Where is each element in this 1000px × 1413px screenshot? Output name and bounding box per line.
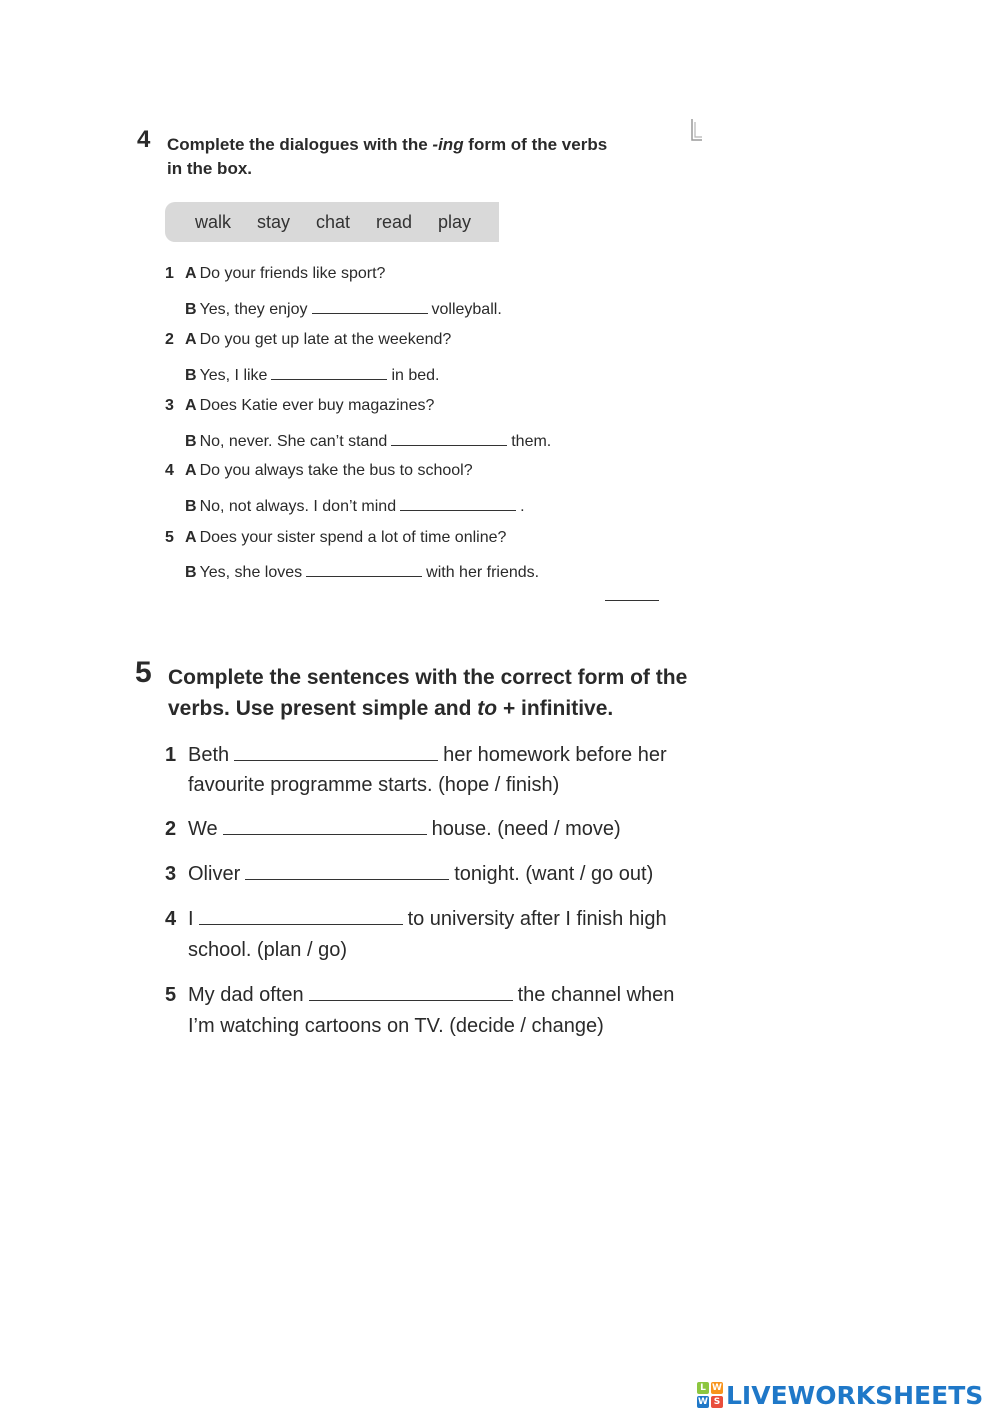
speaker-b: B <box>185 367 197 384</box>
exercise-5-instruction-part2: + infinitive. <box>497 697 614 720</box>
speaker-a: A <box>185 331 197 348</box>
speaker-b: B <box>185 564 197 581</box>
sentence-after-text: house. (need / move) <box>431 818 621 840</box>
dialogue-5-answer <box>165 560 539 583</box>
answer-blank-input[interactable] <box>312 297 428 314</box>
sentence-after-text: to university after I finish high <box>407 908 667 930</box>
sentence-blank-input[interactable] <box>309 980 513 1001</box>
dialogue-1-answer <box>165 297 502 320</box>
liveworksheets-logo[interactable] <box>697 1378 983 1412</box>
sentence-4-line2 <box>165 935 347 965</box>
answer-blank-input[interactable] <box>400 494 516 511</box>
sentence-continuation-text: I’m watching cartoons on TV. (decide / change) <box>188 1015 604 1037</box>
dialogue-number: 3 <box>165 397 174 414</box>
answer-after-text: them. <box>511 433 552 450</box>
sentence-before-text: Beth <box>188 744 230 766</box>
sentence-before-text: I <box>188 908 194 930</box>
sentence-after-text: the channel when <box>517 984 675 1006</box>
word-box <box>165 202 499 242</box>
answer-before-text: Yes, she loves <box>199 564 303 581</box>
answer-before-text: Yes, they enjoy <box>199 301 308 318</box>
sentence-continuation-text: school. (plan / go) <box>188 939 347 961</box>
answer-before-text: Yes, I like <box>199 367 268 384</box>
sentence-2 <box>165 814 621 844</box>
dialogue-4-question <box>165 461 473 481</box>
sentence-before-text: Oliver <box>188 863 241 885</box>
answer-blank-input[interactable] <box>271 363 387 380</box>
exercise-5-instruction-italic: to <box>477 697 498 720</box>
answer-blank-input[interactable] <box>391 429 507 446</box>
sentence-number: 4 <box>165 908 177 930</box>
liveworksheets-logo-icon <box>697 1382 723 1408</box>
question-text: Do you get up late at the weekend? <box>199 331 452 348</box>
answer-after-text: in bed. <box>391 367 440 384</box>
sentence-after-text: tonight. (want / go out) <box>454 863 654 885</box>
sentence-5-line2 <box>165 1011 604 1041</box>
sentence-number: 2 <box>165 818 177 840</box>
question-text: Does Katie ever buy magazines? <box>199 397 435 414</box>
sentence-before-text: We <box>188 818 218 840</box>
score-line <box>605 600 659 601</box>
sentence-3 <box>165 859 653 889</box>
exercise-5-instruction <box>168 662 728 724</box>
answer-after-text: . <box>520 498 525 515</box>
exercise-4-number: 4 <box>137 126 151 153</box>
speaker-a: A <box>185 462 197 479</box>
sentence-number: 5 <box>165 984 177 1006</box>
exercise-4-instruction-italic: -ing <box>432 135 464 154</box>
sentence-blank-input[interactable] <box>245 859 449 880</box>
speaker-b: B <box>185 498 197 515</box>
answer-after-text: volleyball. <box>431 301 502 318</box>
speaker-b: B <box>185 433 197 450</box>
answer-blank-input[interactable] <box>306 560 422 577</box>
logo-mark-tile: L <box>697 1382 709 1394</box>
dialogue-3-question <box>165 396 434 416</box>
speaker-a: A <box>185 265 197 282</box>
word-box-item: play <box>438 212 472 232</box>
dialogue-number: 1 <box>165 265 174 282</box>
exercise-4-instruction-line2: in the box. <box>167 159 252 178</box>
answer-before-text: No, never. She can’t stand <box>199 433 388 450</box>
speaker-a: A <box>185 397 197 414</box>
answer-after-text: with her friends. <box>426 564 540 581</box>
sentence-before-text: My dad often <box>188 984 304 1006</box>
word-box-item: stay <box>257 212 291 232</box>
sentence-continuation-text: favourite programme starts. (hope / finish) <box>188 774 560 796</box>
sentence-blank-input[interactable] <box>199 904 403 925</box>
dialogue-4-answer <box>165 494 525 517</box>
dialogue-3-answer <box>165 429 551 452</box>
sentence-4 <box>165 904 667 934</box>
question-text: Does your sister spend a lot of time online? <box>199 529 507 546</box>
logo-mark-tile: W <box>698 1396 708 1407</box>
dialogue-5-question <box>165 528 506 548</box>
question-text: Do you always take the bus to school? <box>199 462 473 479</box>
sentence-blank-input[interactable] <box>234 740 438 761</box>
question-text: Do your friends like sport? <box>199 265 386 282</box>
speaker-a: A <box>185 529 197 546</box>
liveworksheets-logo-text: LIVEWORKSHEETS <box>726 1380 984 1410</box>
dialogue-number: 4 <box>165 462 174 479</box>
sentence-5 <box>165 980 674 1010</box>
exercise-4-instruction-part2: form of the verbs <box>463 135 608 154</box>
sentence-number: 3 <box>165 863 177 885</box>
speaker-b: B <box>185 301 197 318</box>
exercise-5-instruction-part1: verbs. Use present simple and <box>168 697 478 720</box>
sentence-blank-input[interactable] <box>223 814 427 835</box>
word-box-item: chat <box>316 212 351 232</box>
answer-before-text: No, not always. I don’t mind <box>199 498 397 515</box>
exercise-4-instruction-part1: Complete the dialogues with the <box>167 135 433 154</box>
dialogue-2-question <box>165 330 451 350</box>
sentence-number: 1 <box>165 744 177 766</box>
dialogue-2-answer <box>165 363 440 386</box>
sentence-after-text: her homework before her <box>443 744 667 766</box>
sentence-1-line2 <box>165 770 559 800</box>
dialogue-number: 5 <box>165 529 174 546</box>
page-corner-icon <box>690 118 704 144</box>
word-box-item: read <box>376 212 413 232</box>
exercise-5-instruction-line1: Complete the sentences with the correct form of the <box>168 666 688 689</box>
sentence-1 <box>165 740 667 770</box>
exercise-4-instruction <box>167 133 687 181</box>
word-box-item: walk <box>195 212 232 232</box>
logo-mark-tile: S <box>711 1396 723 1408</box>
dialogue-1-question <box>165 264 385 284</box>
dialogue-number: 2 <box>165 331 174 348</box>
exercise-5-number: 5 <box>135 656 152 689</box>
logo-mark-tile: W <box>712 1382 722 1393</box>
